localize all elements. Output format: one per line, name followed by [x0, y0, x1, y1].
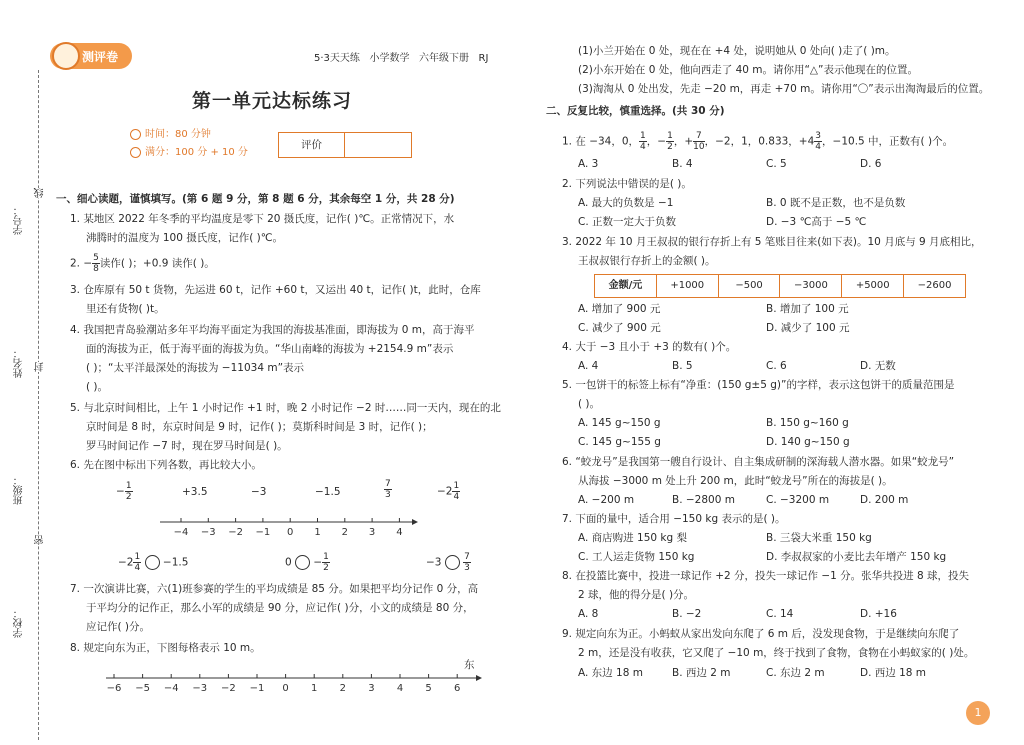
q6-number-line[interactable] — [158, 510, 418, 540]
option[interactable]: D. 6 — [860, 158, 882, 170]
table-cell: −3000 — [780, 275, 842, 297]
mc-question-9-line1: 9. 规定向东为正。小蚂蚁从家出发向东爬了 6 m 后，没发现食物，于是继续向东爬了 — [562, 628, 960, 640]
table-cell: −500 — [719, 275, 781, 297]
tick-label: 4 — [396, 683, 404, 694]
option[interactable]: B. 150 g~160 g — [766, 417, 849, 429]
tick-label: 4 — [396, 527, 403, 538]
option[interactable]: A. 4 — [578, 360, 599, 372]
mc-question-5-line2: ( )。 — [578, 398, 601, 410]
q8-sub-1: (1)小兰开始在 0 处，现在在 +4 处，说明她从 0 处向( )走了( )m。 — [578, 45, 896, 57]
question-1-line1: 1. 某地区 2022 年冬季的平均温度是零下 20 摄氏度，记作( )℃。正常情况下，水 — [70, 213, 455, 225]
section-1-title: 一、细心读题，谨慎填写。(第 6 题 9 分，第 8 题 6 分，其余每空 1 分，共 28 分) — [56, 193, 455, 205]
tick-label: 5 — [425, 683, 432, 694]
tick-label: 3 — [368, 683, 375, 694]
mc-question-2: 2. 下列说法中错误的是( )。 — [562, 178, 692, 190]
compare-circle[interactable] — [445, 555, 460, 570]
q8-sub-2: (2)小东开始在 0 处，他向西走了 40 m。请你用“△”表示他现在的位置。 — [578, 64, 918, 76]
account-table — [594, 274, 966, 298]
option[interactable]: B. 西边 2 m — [672, 667, 731, 679]
tick-label: 0 — [287, 527, 294, 538]
option[interactable]: A. 增加了 900 元 — [578, 303, 661, 315]
page-title: 第一单元达标练习 — [192, 90, 353, 112]
tick-label: −3 — [200, 527, 216, 538]
mc-question-7: 7. 下面的量中，适合用 −150 kg 表示的是( )。 — [562, 513, 786, 525]
class-label: 班级： — [14, 475, 25, 505]
tick-label: −6 — [106, 683, 122, 694]
evaluation-label: 评价 — [279, 133, 345, 157]
q6-number: −2 $\frac{1}{4}$ — [437, 481, 460, 502]
question-3-line2: 里还有货物( )t。 — [86, 303, 165, 315]
option[interactable]: A. 8 — [578, 608, 599, 620]
tick-label: −4 — [163, 683, 179, 694]
tick-label: −1 — [249, 683, 265, 694]
table-cell: +1000 — [657, 275, 719, 297]
tick-label: −3 — [192, 683, 208, 694]
question-4-line4: ( )。 — [86, 381, 109, 393]
q6-compare-3[interactable]: −3 $\frac{7}{3}$ — [426, 552, 470, 573]
series-label: 5·3天天练 小学数学 六年级下册 RJ — [314, 53, 489, 64]
mc-question-6-line1: 6. “蛟龙号”是我国第一艘自行设计、自主集成研制的深海载人潜水器。如果“蛟龙号” — [562, 456, 955, 468]
east-label: 东 — [464, 659, 475, 671]
tick-label: 1 — [314, 527, 321, 538]
tick-label: 2 — [339, 683, 346, 694]
binding-line — [38, 70, 39, 740]
option[interactable]: C. 东边 2 m — [766, 667, 825, 679]
mc-question-9-line2: 2 m，还是没有收获，它又爬了 −10 m，终于找到了食物，食物在小蚂蚁家的( )处。 — [578, 647, 975, 659]
option[interactable]: C. 减少了 900 元 — [578, 322, 661, 334]
tick-label: −1 — [255, 527, 271, 538]
student-no-label: 学号： — [14, 205, 25, 235]
option[interactable]: D. +16 — [860, 608, 897, 620]
q6-compare-1[interactable]: −2 $\frac{1}{4}$ −1.5 — [118, 552, 189, 573]
tick-label: 3 — [368, 527, 376, 538]
table-cell: +5000 — [842, 275, 904, 297]
question-5-line3: 罗马时间记作 −7 时，现在罗马时间是( )。 — [86, 440, 288, 452]
check-icon — [130, 147, 141, 158]
page-number: 1 — [966, 701, 990, 725]
question-1-line2: 沸腾时的温度为 100 摄氏度，记作( )℃。 — [86, 232, 284, 244]
mc-question-3-line2: 王叔叔银行存折上的金额( )。 — [578, 255, 716, 267]
compare-circle[interactable] — [145, 555, 160, 570]
mc-question-8-line1: 8. 在投篮比赛中，投进一球记作 +2 分，投失一球记作 −1 分。张华共投进 8 球，投失 — [562, 570, 970, 582]
option[interactable]: D. 西边 18 m — [860, 667, 927, 679]
option[interactable]: B. −2 — [672, 608, 702, 620]
clock-icon — [130, 129, 141, 140]
option[interactable]: A. 东边 18 m — [578, 667, 643, 679]
option[interactable]: C. 6 — [766, 360, 787, 372]
q6-compare-2[interactable]: 0 − $\frac{1}{2}$ — [285, 552, 329, 573]
mc-question-3-line1: 3. 2022 年 10 月王叔叔的银行存折上有 5 笔账目往来(如下表)。10 月底与 9 月底相比， — [562, 236, 982, 248]
question-7-line2: 于平均分的记作正，那么小军的成绩是 90 分，应记作( )分，小文的成绩是 80 分， — [86, 602, 474, 614]
seal-mark: 封 — [35, 362, 46, 372]
question-6: 6. 先在图中标出下列各数，再比较大小。 — [70, 459, 262, 471]
question-7-line1: 7. 一次演讲比赛，六(1)班参赛的学生的平均成绩是 85 分。如果把平均分记作 0 分，高 — [70, 583, 479, 595]
option[interactable]: D. 140 g~150 g — [766, 436, 850, 448]
option[interactable]: D. 李叔叔家的小麦比去年增产 150 kg — [766, 551, 947, 563]
q6-number: − $\frac{1}{2}$ — [116, 481, 132, 502]
tick-label: −5 — [135, 683, 150, 694]
option[interactable]: C. 工人运走货物 150 kg — [578, 551, 695, 563]
question-8: 8. 规定向东为正，下图每格表示 10 m。 — [70, 642, 261, 654]
option[interactable]: C. −3200 m — [766, 494, 830, 506]
q6-number: −3 — [251, 486, 267, 498]
question-2: 2. − $\frac{5}{8}$ 读作( )；+0.9 读作( )。 — [70, 253, 215, 274]
tick-label: 1 — [311, 683, 318, 694]
option[interactable]: B. 三袋大米重 150 kg — [766, 532, 872, 544]
question-4-line2: 面的海拔为正，低于海平面的海拔为负。“华山南峰的海拔为 +2154.9 m”表示 — [86, 343, 454, 355]
table-header: 金额/元 — [595, 275, 657, 297]
full-score: 满分：100 分 + 10 分 — [145, 147, 248, 158]
mc-question-6-line2: 从海拔 −3000 m 处上升 200 m，此时“蛟龙号”所在的海拔是( )。 — [578, 475, 893, 487]
option[interactable]: B. 0 既不是正数，也不是负数 — [766, 197, 906, 209]
question-5-line2: 京时间是 8 时，东京时间是 9 时，记作( )；莫斯科时间是 3 时，记作( )； — [86, 421, 433, 433]
mc-question-1: 1. 在 −34，0， $\frac{1}{4}$ ，− $\frac{1}{2}$ ，+ $\frac{7}{10}$ ，−2，1，0.833，+4 $\frac{3}{4}$ ，−10.5 中，正数有( )个。 — [562, 131, 954, 152]
option[interactable]: A. 145 g~150 g — [578, 417, 661, 429]
option[interactable]: A. 最大的负数是 −1 — [578, 197, 674, 209]
tick-label: 2 — [341, 527, 348, 538]
option[interactable]: D. 减少了 100 元 — [766, 322, 850, 334]
mc-question-5-line1: 5. 一包饼干的标签上标有“净重：(150 g±5 g)”的字样，表示这包饼干的质量范围是 — [562, 379, 955, 391]
evaluation-box[interactable] — [278, 132, 412, 158]
option[interactable]: C. 5 — [766, 158, 787, 170]
option[interactable]: C. 14 — [766, 608, 794, 620]
q8-number-line[interactable] — [104, 668, 484, 698]
q6-number: $\frac{7}{3}$ — [385, 479, 391, 500]
option[interactable]: D. 无数 — [860, 360, 896, 372]
compare-circle[interactable] — [295, 555, 310, 570]
tick-label: 0 — [282, 683, 289, 694]
q8-sub-3: (3)淘淘从 0 处出发，先走 −20 m，再走 +70 m。请你用“〇”表示出淘淘最后的位置。 — [578, 83, 990, 95]
option[interactable]: B. 4 — [672, 158, 693, 170]
option[interactable]: B. 增加了 100 元 — [766, 303, 849, 315]
option[interactable]: B. 5 — [672, 360, 693, 372]
badge-text: 测评卷 — [82, 50, 119, 64]
question-5-line1: 5. 与北京时间相比，上午 1 小时记作 +1 时，晚 2 小时记作 −2 时……同一天内，现在的北 — [70, 402, 501, 414]
option[interactable]: C. 145 g~155 g — [578, 436, 661, 448]
table-cell: −2600 — [917, 280, 952, 291]
option[interactable]: B. −2800 m — [672, 494, 735, 506]
mc-question-8-line2: 2 球，他的得分是( )分。 — [578, 589, 695, 601]
option[interactable]: A. −200 m — [578, 494, 635, 506]
q6-number: +3.5 — [182, 486, 208, 498]
time-limit: 时间：80 分钟 — [145, 129, 211, 140]
question-4-line1: 4. 我国把青岛验潮站多年平均海平面定为我国的海拔基准面，即海拔为 0 m，高于海平 — [70, 324, 475, 336]
question-4-line3: ( )；“太平洋最深处的海拔为 −11034 m”表示 — [86, 362, 305, 374]
school-label: 学校： — [14, 608, 25, 638]
option[interactable]: D. 200 m — [860, 494, 909, 506]
option[interactable]: C. 正数一定大于负数 — [578, 216, 677, 228]
tick-label: −2 — [228, 527, 243, 538]
tick-label: 6 — [454, 683, 461, 694]
tick-label: −2 — [221, 683, 236, 694]
option[interactable]: A. 商店购进 150 kg 梨 — [578, 532, 687, 544]
question-3-line1: 3. 仓库原有 50 t 货物，先运进 60 t，记作 +60 t，又运出 40 t，记作( )t，此时，仓库 — [70, 284, 481, 296]
mc-question-4: 4. 大于 −3 且小于 +3 的数有( )个。 — [562, 341, 737, 353]
question-7-line3: 应记作( )分。 — [86, 621, 151, 633]
option[interactable]: A. 3 — [578, 158, 599, 170]
close-mark: 密 — [35, 535, 46, 545]
name-label: 姓名： — [14, 348, 25, 378]
line-mark: 线 — [35, 188, 46, 198]
mascot-icon — [52, 42, 80, 70]
section-2-title: 二、反复比较，慎重选择。(共 30 分) — [546, 105, 725, 117]
option[interactable]: D. −3 ℃高于 −5 ℃ — [766, 216, 867, 228]
q6-number: −1.5 — [315, 486, 341, 498]
tick-label: −4 — [173, 527, 189, 538]
